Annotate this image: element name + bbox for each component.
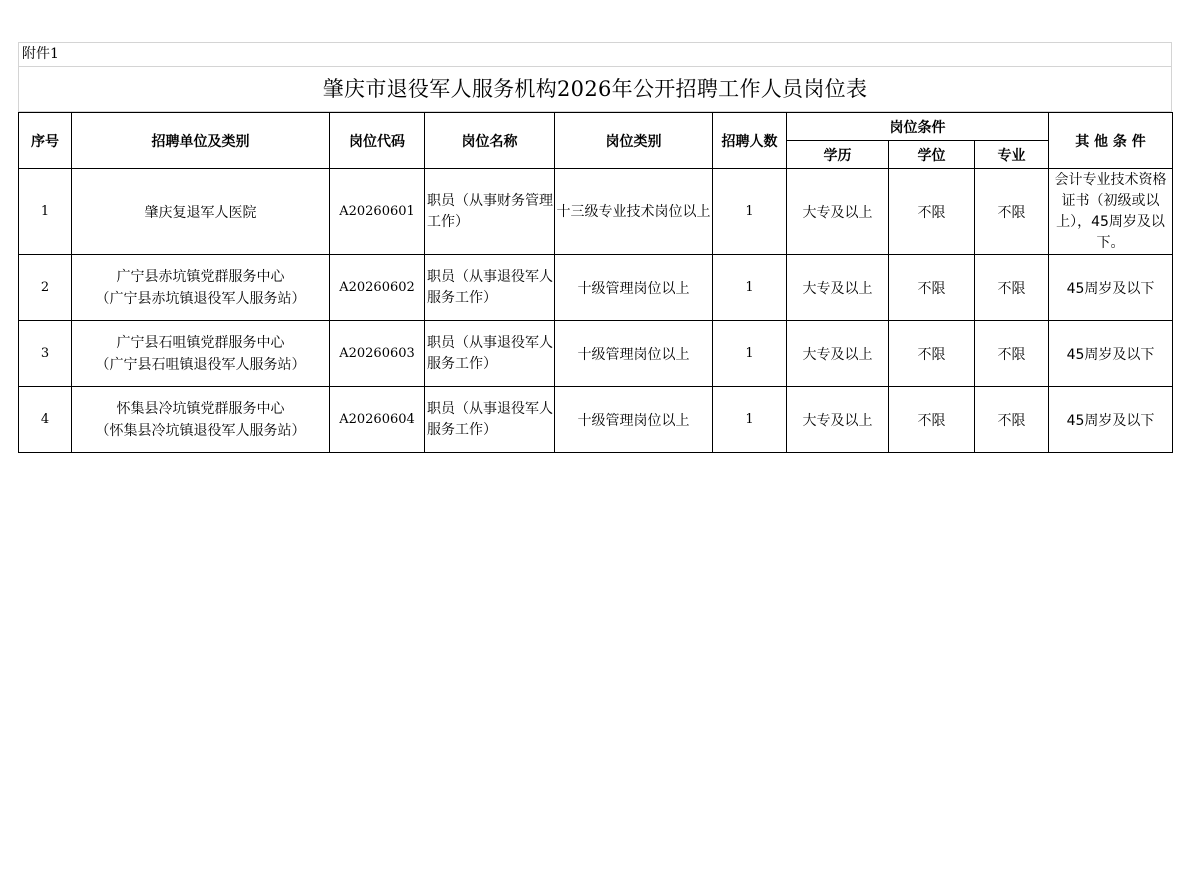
cell-other: 45周岁及以下 <box>1049 321 1173 387</box>
header-other: 其 他 条 件 <box>1049 113 1173 169</box>
cell-degree: 不限 <box>889 169 975 255</box>
unit-name: 广宁县赤坑镇党群服务中心 <box>116 268 285 285</box>
cell-degree: 不限 <box>889 321 975 387</box>
cell-code: A20260603 <box>330 321 425 387</box>
header-degree: 学位 <box>889 141 975 169</box>
cell-major: 不限 <box>975 387 1049 453</box>
job-table-sheet <box>18 42 1172 453</box>
table-row <box>19 169 1173 255</box>
cell-other: 45周岁及以下 <box>1049 387 1173 453</box>
cell-count: 1 <box>713 321 787 387</box>
cell-category: 十级管理岗位以上 <box>555 387 713 453</box>
positions-table <box>18 112 1173 453</box>
cell-category: 十级管理岗位以上 <box>555 255 713 321</box>
cell-category: 十三级专业技术岗位以上 <box>555 169 713 255</box>
header-category: 岗位类别 <box>555 113 713 169</box>
table-row <box>19 255 1173 321</box>
cell-code: A20260601 <box>330 169 425 255</box>
cell-education: 大专及以上 <box>787 255 889 321</box>
cell-unit <box>72 255 330 321</box>
cell-category: 十级管理岗位以上 <box>555 321 713 387</box>
cell-other: 会计专业技术资格证书（初级或以上），45周岁及以下。 <box>1049 169 1173 255</box>
cell-code: A20260604 <box>330 387 425 453</box>
cell-count: 1 <box>713 169 787 255</box>
unit-subname: （广宁县石咀镇退役军人服务站） <box>95 356 306 373</box>
cell-unit <box>72 321 330 387</box>
header-major: 专业 <box>975 141 1049 169</box>
cell-education: 大专及以上 <box>787 387 889 453</box>
cell-name: 职员（从事财务管理工作） <box>425 169 555 255</box>
header-conditions: 岗位条件 <box>787 113 1049 141</box>
cell-seq: 3 <box>19 321 72 387</box>
cell-major: 不限 <box>975 321 1049 387</box>
page-title: 肇庆市退役军人服务机构2026年公开招聘工作人员岗位表 <box>18 66 1172 112</box>
cell-seq: 2 <box>19 255 72 321</box>
cell-other: 45周岁及以下 <box>1049 255 1173 321</box>
cell-unit <box>72 169 330 255</box>
table-row <box>19 387 1173 453</box>
cell-major: 不限 <box>975 255 1049 321</box>
cell-education: 大专及以上 <box>787 321 889 387</box>
cell-name: 职员（从事退役军人服务工作） <box>425 387 555 453</box>
cell-unit <box>72 387 330 453</box>
unit-name: 广宁县石咀镇党群服务中心 <box>116 334 285 351</box>
cell-count: 1 <box>713 255 787 321</box>
cell-degree: 不限 <box>889 255 975 321</box>
cell-code: A20260602 <box>330 255 425 321</box>
unit-subname: （怀集县冷坑镇退役军人服务站） <box>95 422 306 439</box>
header-count: 招聘人数 <box>713 113 787 169</box>
unit-subname: （广宁县赤坑镇退役军人服务站） <box>95 290 306 307</box>
table-row <box>19 321 1173 387</box>
cell-degree: 不限 <box>889 387 975 453</box>
unit-name: 肇庆复退军人医院 <box>144 204 257 221</box>
cell-education: 大专及以上 <box>787 169 889 255</box>
header-education: 学历 <box>787 141 889 169</box>
attachment-label: 附件1 <box>18 42 1172 66</box>
header-seq: 序号 <box>19 113 72 169</box>
cell-name: 职员（从事退役军人服务工作） <box>425 321 555 387</box>
cell-seq: 1 <box>19 169 72 255</box>
header-code: 岗位代码 <box>330 113 425 169</box>
header-name: 岗位名称 <box>425 113 555 169</box>
cell-count: 1 <box>713 387 787 453</box>
cell-name: 职员（从事退役军人服务工作） <box>425 255 555 321</box>
unit-name: 怀集县冷坑镇党群服务中心 <box>116 400 285 417</box>
header-unit: 招聘单位及类别 <box>72 113 330 169</box>
cell-seq: 4 <box>19 387 72 453</box>
cell-major: 不限 <box>975 169 1049 255</box>
